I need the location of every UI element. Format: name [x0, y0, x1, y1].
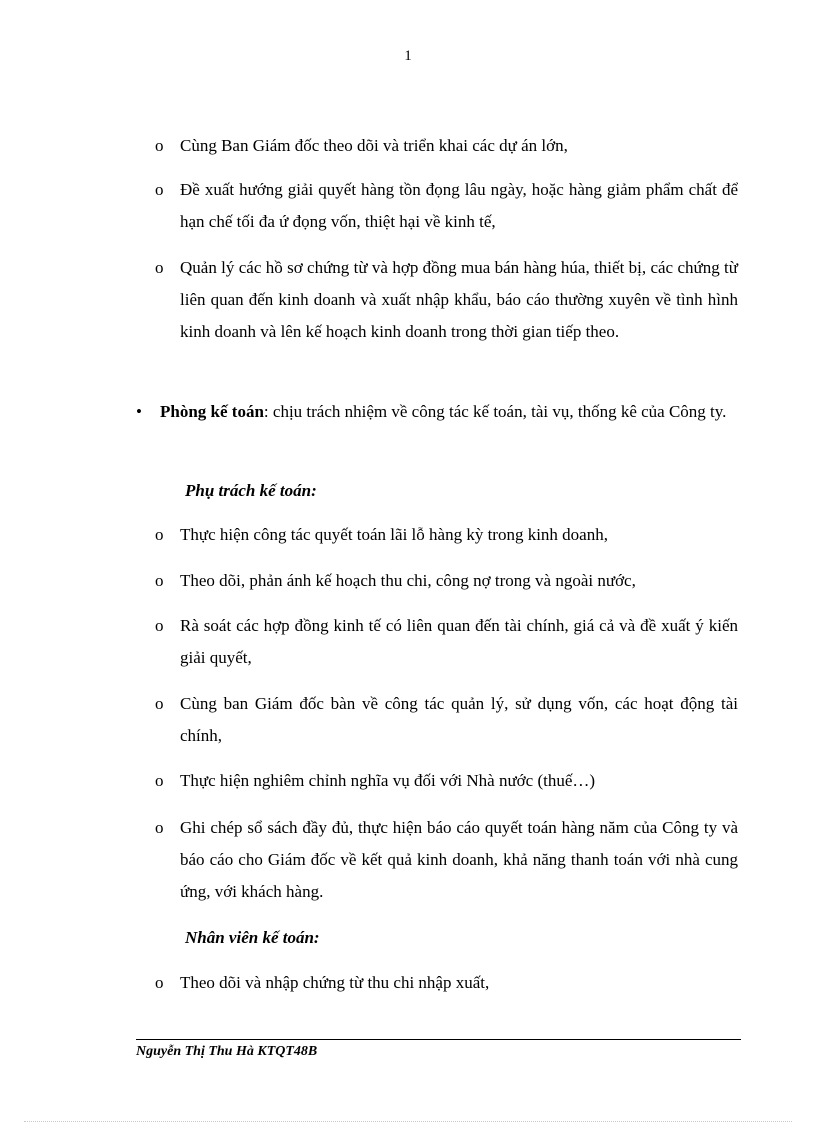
list-item: Thực hiện nghiêm chỉnh nghĩa vụ đối với Nhà nước (thuế…)	[180, 771, 596, 790]
list-item: Theo dõi và nhập chứng từ thu chi nhập xuất,	[180, 973, 490, 992]
page-number: 1	[404, 48, 412, 64]
bullet-icon: o	[155, 818, 164, 837]
bullet-icon: o	[155, 258, 164, 277]
list-item: Theo dõi, phản ánh kế hoạch thu chi, công nợ trong và ngoài nước,	[180, 571, 636, 590]
bullet-icon: o	[155, 180, 164, 199]
subheading-accounting-staff: Nhân viên kế toán:	[185, 928, 320, 947]
section-paragraph	[160, 396, 738, 428]
bullet-icon: o	[155, 616, 164, 635]
list-item: Quản lý các hồ sơ chứng từ và hợp đồng mua bán hàng húa, thiết bị, các chứng từ liên quan đến kinh doanh và xuất nhập khẩu, báo cáo thường xuyên về tình hình kinh doanh và lên kế hoạch kinh doanh trong thời gian tiếp theo.	[180, 258, 738, 341]
bullet-icon: o	[155, 973, 164, 992]
section-title: Phòng kế toán	[160, 402, 264, 421]
section-text: : chịu trách nhiệm về công tác kế toán, tài vụ, thống kê của Công ty.	[263, 402, 727, 421]
list-item: Đề xuất hướng giải quyết hàng tồn đọng lâu ngày, hoặc hàng giảm phẩm chất để hạn chế tối đa ứ đọng vốn, thiệt hại về kinh tế,	[180, 180, 738, 231]
footer-divider	[136, 1039, 741, 1040]
list-item: Rà soát các hợp đồng kinh tế có liên quan đến tài chính, giá cả và đề xuất ý kiến giải quyết,	[180, 616, 738, 667]
page-edge	[24, 1121, 792, 1122]
bullet-icon: o	[155, 694, 164, 713]
bullet-icon: o	[155, 571, 164, 590]
footer-author: Nguyễn Thị Thu Hà KTQT48B	[136, 1044, 318, 1059]
bullet-icon: o	[155, 771, 164, 790]
bullet-dot-icon: •	[136, 402, 142, 421]
list-item: Cùng ban Giám đốc bàn về công tác quản lý, sử dụng vốn, các hoạt động tài chính,	[180, 694, 738, 745]
subheading-accounting-lead: Phụ trách kế toán:	[185, 481, 317, 500]
list-item: Cùng Ban Giám đốc theo dõi và triển khai các dự án lớn,	[180, 136, 568, 155]
list-item: Ghi chép sổ sách đầy đủ, thực hiện báo cáo quyết toán hàng năm của Công ty và báo cáo cho Giám đốc về kết quả kinh doanh, khả năng thanh toán với nhà cung ứng, với khách hàng.	[180, 818, 738, 901]
bullet-icon: o	[155, 136, 164, 155]
list-item: Thực hiện công tác quyết toán lãi lỗ hàng kỳ trong kinh doanh,	[180, 525, 608, 544]
bullet-icon: o	[155, 525, 164, 544]
